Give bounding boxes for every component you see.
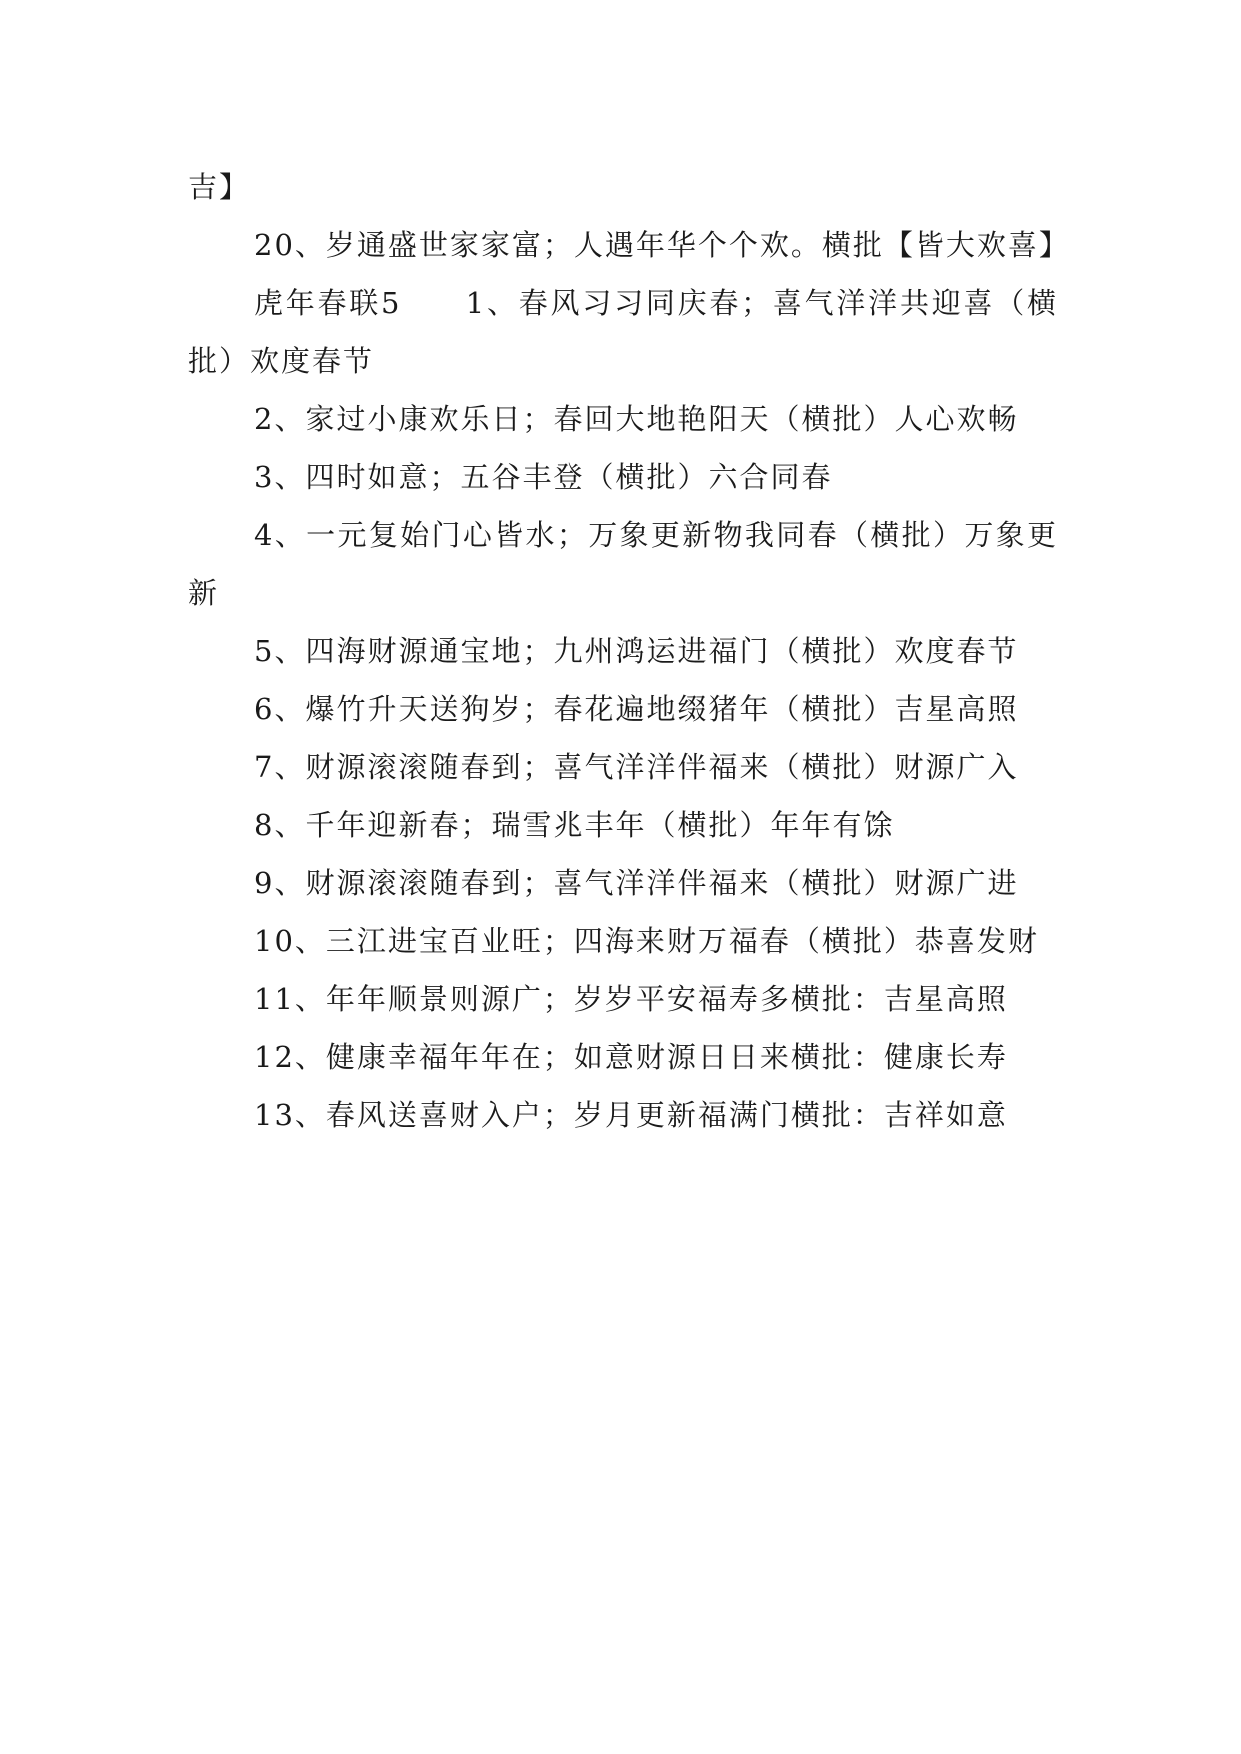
paragraph-couplet-4: 4、一元复始门心皆水；万象更新物我同春（横批）万象更新: [188, 518, 1058, 610]
paragraph-couplet-9: 9、财源滚滚随春到；喜气洋洋伴福来（横批）财源广进: [254, 866, 1019, 900]
paragraph-couplet-11: 11、年年顺景则源广；岁岁平安福寿多横批：吉星高照: [254, 982, 1008, 1016]
paragraph-couplet-2: 2、家过小康欢乐日；春回大地艳阳天（横批）人心欢畅: [254, 402, 1019, 436]
paragraph-couplet-20: 20、岁通盛世家家富；人遇年华个个欢。横批【皆大欢喜】: [254, 228, 1070, 262]
paragraph-couplet-5: 5、四海财源通宝地；九州鸿运进福门（横批）欢度春节: [254, 634, 1019, 668]
paragraph-couplet-8: 8、千年迎新春；瑞雪兆丰年（横批）年年有馀: [254, 808, 895, 842]
paragraph-couplet-7: 7、财源滚滚随春到；喜气洋洋伴福来（横批）财源广入: [254, 750, 1019, 784]
paragraph-couplet-3: 3、四时如意；五谷丰登（横批）六合同春: [254, 460, 833, 494]
paragraph-couplet-10: 10、三江进宝百业旺；四海来财万福春（横批）恭喜发财: [254, 924, 1039, 958]
paragraph-couplet-13: 13、春风送喜财入户；岁月更新福满门横批：吉祥如意: [254, 1098, 1008, 1132]
paragraph-continuation: 吉】: [188, 170, 251, 204]
document-body: [188, 158, 1070, 1144]
paragraph-section-heading-couplet-1: 虎年春联5 1、春风习习同庆春；喜气洋洋共迎喜（横批）欢度春节: [188, 286, 1058, 378]
paragraph-couplet-12: 12、健康幸福年年在；如意财源日日来横批：健康长寿: [254, 1040, 1008, 1074]
paragraph-couplet-6: 6、爆竹升天送狗岁；春花遍地缀猪年（横批）吉星高照: [254, 692, 1019, 726]
